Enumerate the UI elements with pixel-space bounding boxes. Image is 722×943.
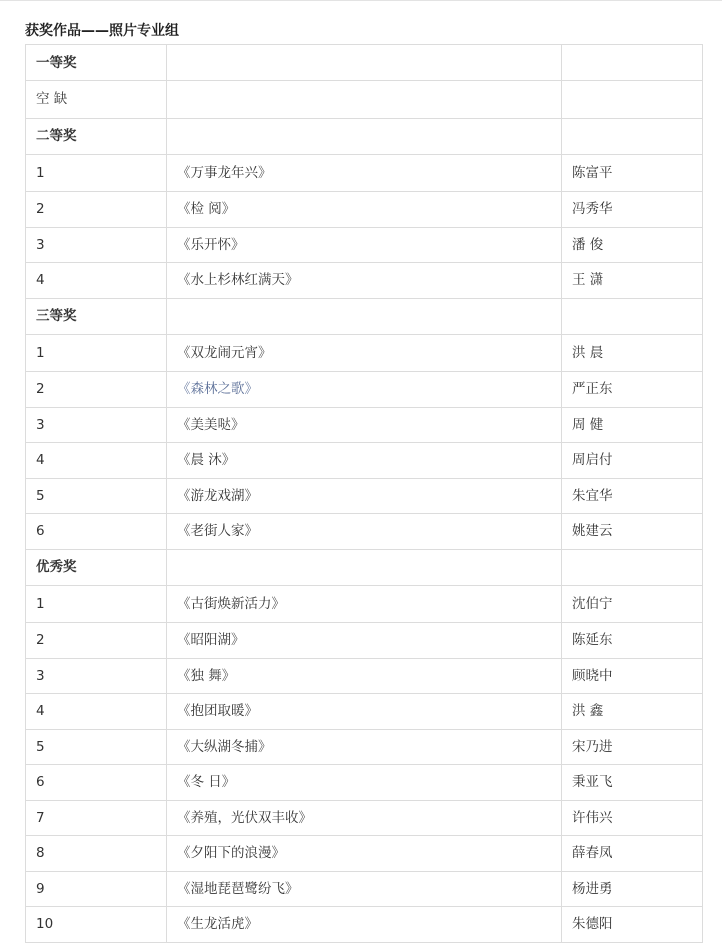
section-header-first-prize xyxy=(26,45,703,81)
empty-cell xyxy=(167,549,562,585)
empty-cell xyxy=(167,45,562,81)
row-number: 1 xyxy=(26,334,167,372)
work-title: 《独 舞》 xyxy=(167,658,562,694)
author-name: 洪 晨 xyxy=(562,334,703,372)
table-row xyxy=(26,227,703,263)
section-header-excellence-award xyxy=(26,549,703,585)
row-number: 6 xyxy=(26,514,167,550)
table-row xyxy=(26,192,703,228)
work-title: 《湿地琵琶鹭纷飞》 xyxy=(167,871,562,907)
table-row xyxy=(26,407,703,443)
author-name: 周启付 xyxy=(562,443,703,479)
row-number: 3 xyxy=(26,407,167,443)
section-header-second-prize xyxy=(26,118,703,154)
author-name: 薛春凤 xyxy=(562,836,703,872)
empty-cell xyxy=(562,549,703,585)
author-name: 朱德阳 xyxy=(562,907,703,943)
author-name: 朱宜华 xyxy=(562,478,703,514)
author-name: 沈伯宁 xyxy=(562,585,703,623)
author-name: 周 健 xyxy=(562,407,703,443)
top-divider xyxy=(0,0,722,1)
row-number: 3 xyxy=(26,227,167,263)
author-name: 严正东 xyxy=(562,372,703,408)
page-title: 获奖作品——照片专业组 xyxy=(25,23,179,39)
work-title: 《养殖，光伏双丰收》 xyxy=(167,800,562,836)
empty-cell xyxy=(562,45,703,81)
work-title: 《乐开怀》 xyxy=(167,227,562,263)
row-number: 3 xyxy=(26,658,167,694)
author-name: 宋乃进 xyxy=(562,729,703,765)
author-name: 秉亚飞 xyxy=(562,765,703,801)
table-row xyxy=(26,800,703,836)
work-title: 《水上杉林红满天》 xyxy=(167,263,562,299)
row-number: 8 xyxy=(26,836,167,872)
row-number: 2 xyxy=(26,623,167,659)
table-row xyxy=(26,443,703,479)
work-title: 《老街人家》 xyxy=(167,514,562,550)
work-title: 《晨 沐》 xyxy=(167,443,562,479)
row-number: 空 缺 xyxy=(26,81,167,119)
table-row xyxy=(26,658,703,694)
empty-cell xyxy=(562,298,703,334)
table-row xyxy=(26,81,703,119)
row-number: 7 xyxy=(26,800,167,836)
author-name: 洪 鑫 xyxy=(562,694,703,730)
row-number: 1 xyxy=(26,154,167,192)
author-name: 顾晓中 xyxy=(562,658,703,694)
table-row xyxy=(26,729,703,765)
author-name xyxy=(562,81,703,119)
table-row xyxy=(26,263,703,299)
author-name: 许伟兴 xyxy=(562,800,703,836)
section-heading: 优秀奖 xyxy=(26,549,167,585)
work-title: 《昭阳湖》 xyxy=(167,623,562,659)
table-row xyxy=(26,154,703,192)
work-title: 《大纵湖冬捕》 xyxy=(167,729,562,765)
work-title: 《古街焕新活力》 xyxy=(167,585,562,623)
empty-cell xyxy=(562,118,703,154)
row-number: 4 xyxy=(26,263,167,299)
work-title: 《双龙闹元宵》 xyxy=(167,334,562,372)
work-title-link[interactable]: 《森林之歌》 xyxy=(167,372,562,408)
row-number: 4 xyxy=(26,443,167,479)
work-title: 《游龙戏湖》 xyxy=(167,478,562,514)
section-heading: 一等奖 xyxy=(26,45,167,81)
row-number: 5 xyxy=(26,478,167,514)
section-heading: 二等奖 xyxy=(26,118,167,154)
author-name: 陈富平 xyxy=(562,154,703,192)
section-heading: 三等奖 xyxy=(26,298,167,334)
table-row xyxy=(26,871,703,907)
table-row xyxy=(26,372,703,408)
work-title: 《冬 日》 xyxy=(167,765,562,801)
table-row xyxy=(26,514,703,550)
table-row xyxy=(26,907,703,943)
row-number: 9 xyxy=(26,871,167,907)
row-number: 5 xyxy=(26,729,167,765)
row-number: 10 xyxy=(26,907,167,943)
author-name: 王 潇 xyxy=(562,263,703,299)
work-title: 《抱团取暖》 xyxy=(167,694,562,730)
table-row xyxy=(26,585,703,623)
empty-cell xyxy=(167,298,562,334)
work-title: 《美美哒》 xyxy=(167,407,562,443)
table-row xyxy=(26,478,703,514)
table-row xyxy=(26,765,703,801)
section-header-third-prize xyxy=(26,298,703,334)
table-row xyxy=(26,694,703,730)
row-number: 2 xyxy=(26,192,167,228)
empty-cell xyxy=(167,118,562,154)
awards-table xyxy=(25,44,703,943)
author-name: 冯秀华 xyxy=(562,192,703,228)
work-title: 《夕阳下的浪漫》 xyxy=(167,836,562,872)
work-title: 《检 阅》 xyxy=(167,192,562,228)
row-number: 1 xyxy=(26,585,167,623)
author-name: 杨进勇 xyxy=(562,871,703,907)
work-title: 《万事龙年兴》 xyxy=(167,154,562,192)
table-row xyxy=(26,836,703,872)
table-row xyxy=(26,623,703,659)
work-title xyxy=(167,81,562,119)
author-name: 潘 俊 xyxy=(562,227,703,263)
row-number: 2 xyxy=(26,372,167,408)
work-title: 《生龙活虎》 xyxy=(167,907,562,943)
author-name: 陈延东 xyxy=(562,623,703,659)
row-number: 6 xyxy=(26,765,167,801)
table-row xyxy=(26,334,703,372)
author-name: 姚建云 xyxy=(562,514,703,550)
row-number: 4 xyxy=(26,694,167,730)
